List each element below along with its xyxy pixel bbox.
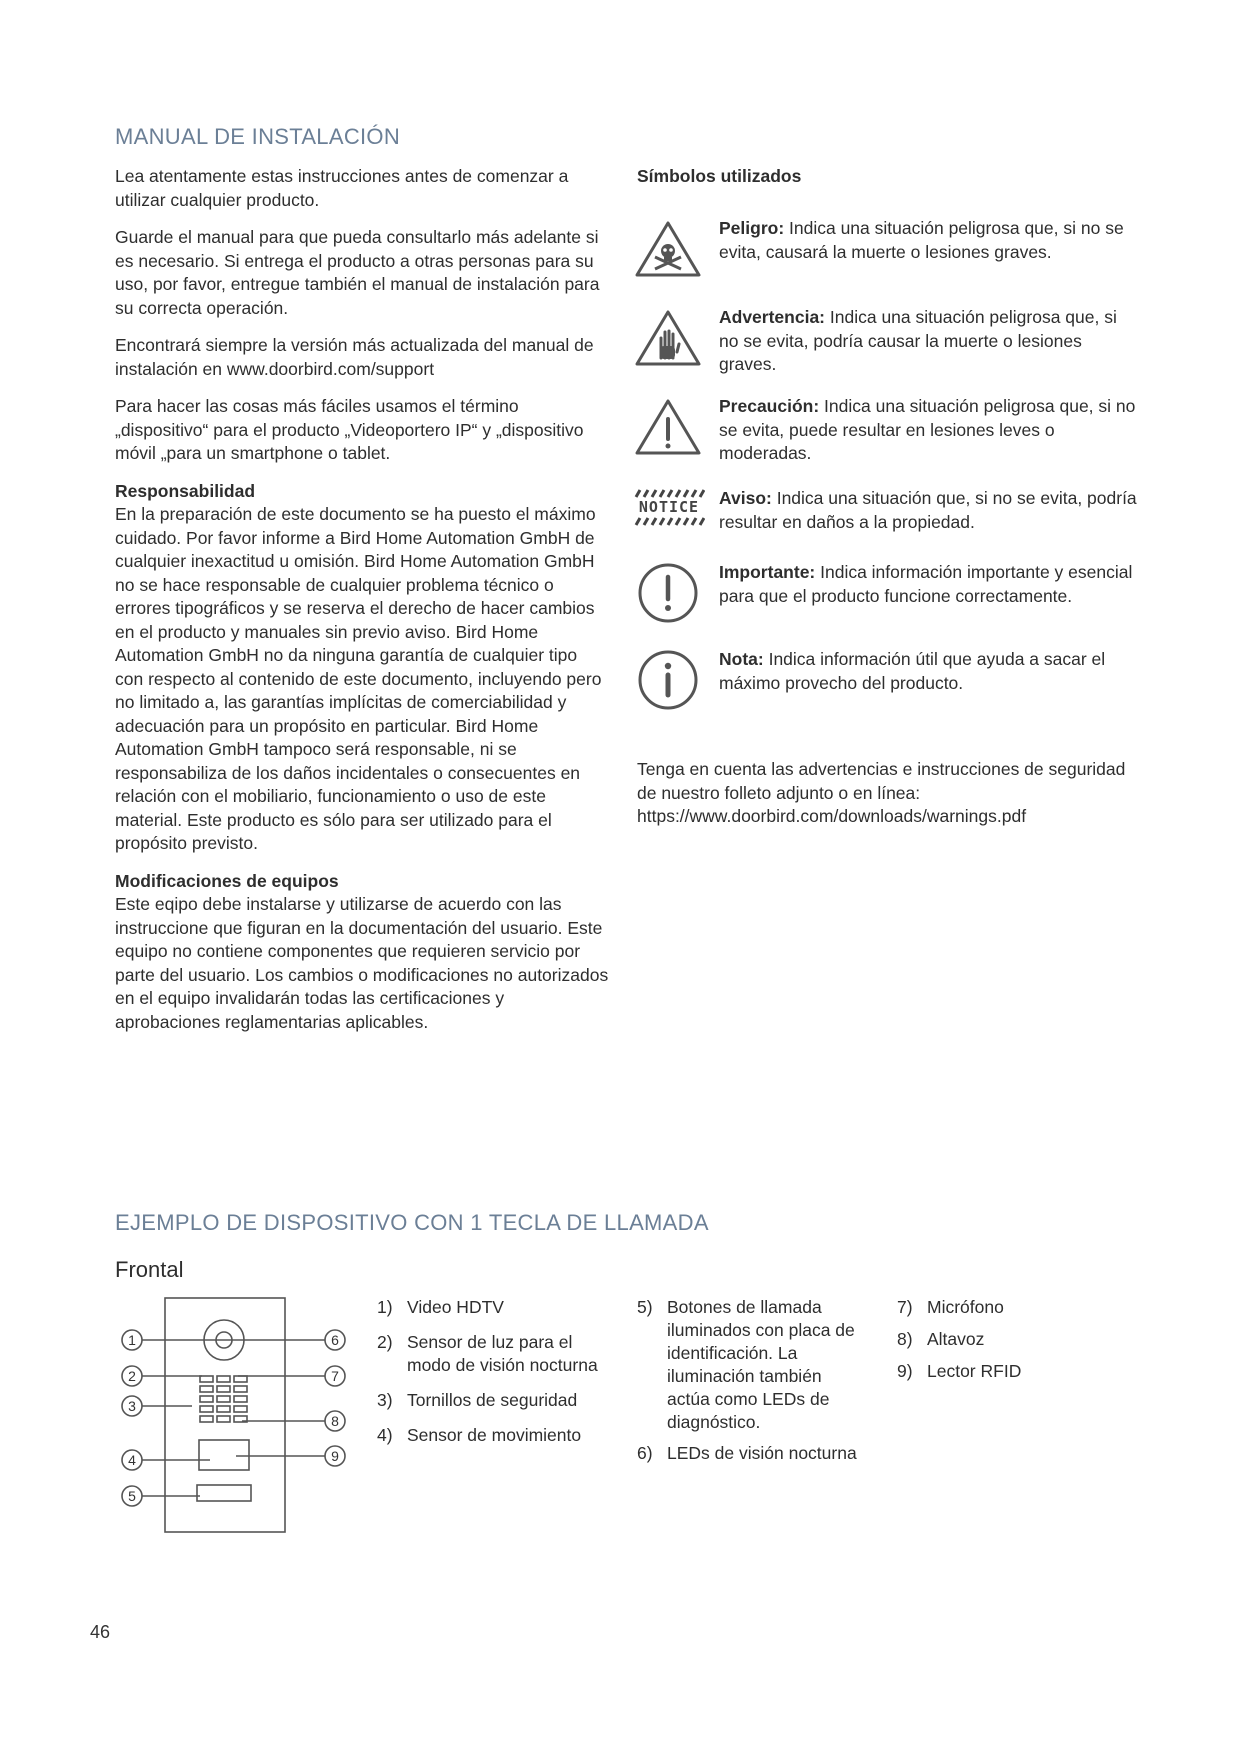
- intro-paragraph-2: Guarde el manual para que pueda consultarlo más adelante si es necesario. Si entrega el producto a otras personas para su uso, por favor, entregue también el manual de instalación para su correcta operación.: [115, 227, 600, 318]
- speaker-grid: [200, 1376, 247, 1422]
- responsabilidad-heading: Responsabilidad: [115, 480, 256, 501]
- callout-6: 6: [331, 1332, 339, 1348]
- info-icon: [633, 648, 703, 712]
- intro-paragraph-4: Para hacer las cosas más fáciles usamos el término „dispositivo“ para el producto „Videoportero IP“ y „dispositivo móvil „para un smartphone o tablet.: [115, 396, 584, 463]
- legend-column-3: [897, 1296, 1097, 1392]
- danger-skull-icon: [633, 217, 703, 281]
- legend-column-1: [377, 1296, 617, 1456]
- legend-item-2: 2) Sensor de luz para el modo de visión nocturna: [377, 1332, 598, 1375]
- responsabilidad-text: En la preparación de este documento se ha puesto el máximo cuidado. Por favor informe a Bird Home Automation GmbH de cualquier inexactitud u omisión. Bird Home Automation GmbH no se hace responsable de cualquier problema técnico o errores tipográficos y se reserva el derecho de hacer cambios en el producto y manuales sin previo aviso. Bird Home Automation GmbH no da ninguna garantía de cualquier tipo con respecto al contenido de este documento, incluyendo pero no limitado a, las garantías implícitas de comerciabilidad y adecuación para un propósito en particular. Bird Home Automation GmbH tampoco será responsable, ni se responsabiliza de los daños incidentales o consecuentes en relación con el mobiliario, funcionamiento o uso de este material. Este producto es sólo para ser utilizado para el propósito previsto.: [115, 504, 602, 853]
- symbol-text-danger: Peligro: Indica una situación peligrosa que, si no se evita, causará la muerte o lesiones graves.: [719, 218, 1124, 262]
- symbol-text-info: Nota: Indica información útil que ayuda a sacar el máximo provecho del producto.: [719, 649, 1106, 693]
- legend-item-9: 9) Lector RFID: [897, 1361, 1022, 1381]
- device-front-diagram: [112, 1296, 352, 1536]
- intro-paragraph-3: Encontrará siempre la versión más actualizada del manual de instalación en www.doorbird.com/support: [115, 335, 594, 379]
- section-title-ejemplo: EJEMPLO DE DISPOSITIVO CON 1 TECLA DE LLAMADA: [115, 1210, 709, 1235]
- symbol-text-important: Importante: Indica información importante y esencial para que el producto funcione correctamente.: [719, 562, 1133, 606]
- legend-item-8: 8) Altavoz: [897, 1329, 985, 1349]
- legend-item-4: 4) Sensor de movimiento: [377, 1425, 582, 1445]
- callout-5: 5: [128, 1488, 136, 1504]
- warning-hand-icon: [633, 306, 703, 370]
- notice-icon: NOTICE: [633, 487, 705, 531]
- call-button: [197, 1485, 251, 1501]
- callout-3: 3: [128, 1398, 136, 1414]
- important-icon: [633, 561, 703, 625]
- symbols-heading: Símbolos utilizados: [637, 166, 802, 186]
- left-column: [115, 165, 609, 1034]
- callout-1: 1: [128, 1332, 136, 1348]
- legend-item-5: 5) Botones de llamada iluminados con placa de identificación. La iluminación también actúa como LEDs de diagnóstico.: [637, 1297, 855, 1432]
- page-number: 46: [90, 1622, 111, 1642]
- section-title-manual: MANUAL DE INSTALACIÓN: [115, 124, 401, 149]
- legend-item-1: 1) Video HDTV: [377, 1297, 504, 1317]
- modificaciones-text: Este eqipo debe instalarse y utilizarse de acuerdo con las instruccione que figuran en la documentación del usuario. Este equipo no contiene componentes que requieren servicio por parte del usuario. Los cambios o modificaciones no autorizados en el equipo invalidarán todas las certificaciones y aprobaciones reglamentarias aplicables.: [115, 894, 609, 1032]
- legend-column-2: [637, 1296, 867, 1474]
- warnings-note: Tenga en cuenta las advertencias e instrucciones de seguridad de nuestro folleto adjunto o en línea: https://www.doorbird.com/downloads/warnings.pdf: [637, 759, 1126, 826]
- symbol-text-warning: Advertencia: Indica una situación peligrosa que, si no se evita, podría causar la muerte o lesiones graves.: [719, 307, 1117, 374]
- caution-exclamation-icon: [633, 395, 703, 459]
- callout-7: 7: [331, 1368, 339, 1384]
- legend-item-7: 7) Micrófono: [897, 1297, 1004, 1317]
- device-body: [165, 1298, 285, 1532]
- callout-4: 4: [128, 1452, 136, 1468]
- legend-item-3: 3) Tornillos de seguridad: [377, 1390, 578, 1410]
- rfid-reader-area: [199, 1440, 249, 1470]
- symbol-text-caution: Precaución: Indica una situación peligrosa que, si no se evita, puede resultar en lesiones leves o moderadas.: [719, 396, 1136, 463]
- frontal-subtitle: Frontal: [115, 1257, 184, 1282]
- legend-item-6: 6) LEDs de visión nocturna: [637, 1443, 857, 1463]
- symbol-text-notice: Aviso: Indica una situación que, si no se evita, podría resultar en daños a la propiedad.: [719, 488, 1137, 532]
- intro-paragraph-1: Lea atentamente estas instrucciones antes de comenzar a utilizar cualquier producto.: [115, 166, 569, 210]
- callout-8: 8: [331, 1413, 339, 1429]
- callout-9: 9: [331, 1448, 339, 1464]
- modificaciones-heading: Modificaciones de equipos: [115, 870, 339, 891]
- callout-2: 2: [128, 1368, 136, 1384]
